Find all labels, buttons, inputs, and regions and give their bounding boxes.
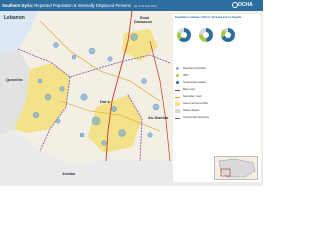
population-bubble [148, 133, 152, 137]
idp-swatch-icon [176, 74, 179, 77]
label-dara: Dar'a [100, 99, 110, 104]
donut-hole [203, 32, 209, 38]
idp-bubble [47, 96, 49, 98]
donut-chart-sweida [221, 28, 235, 42]
map-title [2, 1, 157, 11]
population-bubble [142, 79, 147, 84]
title-bold: Southern Syria: [2, 3, 34, 8]
legend-label: IDPs [183, 74, 189, 77]
title-rest: Reported Population & Internally Displaced Persons [34, 3, 131, 8]
legend-row-secondary-road [175, 94, 259, 101]
golan-swatch-icon [175, 109, 180, 113]
inset-svg [215, 157, 257, 179]
population-bubble [54, 43, 59, 48]
donut-hole [225, 32, 231, 38]
label-jordan: Jordan [62, 171, 76, 176]
legend-label: Main road [183, 88, 195, 91]
population-bubble [153, 104, 159, 110]
idp-bubble [121, 132, 123, 134]
legend-row-boundary [175, 115, 259, 122]
legend-label: Reported population [183, 67, 207, 70]
population-swatch-icon [176, 67, 179, 70]
idp-bubble [95, 120, 98, 123]
population-bubble [56, 119, 60, 123]
population-bubble [60, 87, 65, 92]
legend-label: Governorate capital [183, 81, 206, 84]
inset-syria-outline [219, 159, 255, 177]
legend-label: Governorate boundary [183, 116, 209, 119]
label-rural-damascus-2: Damascus [134, 20, 152, 24]
map-header [0, 0, 263, 11]
population-bubble [81, 94, 87, 100]
population-bubble [111, 106, 116, 111]
legend-label: Golan Heights [183, 109, 200, 112]
conflict-swatch-icon [175, 102, 180, 106]
population-bubble [89, 48, 95, 54]
boundary-swatch-icon [175, 118, 180, 119]
legend-row-main-road [175, 87, 259, 94]
legend-label: Area of armed conflict [183, 102, 209, 105]
population-bubble [38, 79, 42, 83]
map-date: As of 24 Feb 2014 [133, 4, 157, 8]
legend-row-capital [175, 80, 259, 87]
legend-row-golan [175, 108, 259, 115]
legend-row-conflict [175, 101, 259, 108]
main-road-swatch-icon [175, 90, 180, 91]
population-bubble [102, 141, 107, 146]
label-rural-damascus-1: Rural [140, 16, 150, 20]
label-quneitra: Quneitra [6, 77, 23, 82]
population-bubble [72, 55, 76, 59]
legend-rows [175, 66, 259, 122]
legend-label: Secondary road [183, 95, 202, 98]
population-bubble [80, 133, 84, 137]
idp-bubble [133, 36, 136, 39]
population-bubble [33, 112, 39, 118]
legend-row-population [175, 66, 259, 73]
label-lebanon: Lebanon [4, 15, 25, 21]
donut-chart-dara [177, 28, 191, 42]
legend-heading: Population estimate of Dar'a, Quneitra and As-Sweida [175, 16, 242, 19]
legend-row-idps [175, 73, 259, 80]
population-bubble [108, 57, 112, 61]
secondary-road-swatch-icon [175, 97, 180, 98]
label-as-sweida: As-Sweida [148, 115, 169, 120]
ocha-logo-text: OCHA [238, 2, 253, 8]
donut-hole [181, 32, 187, 38]
capital-swatch-icon [176, 81, 179, 84]
donut-chart-quneitra [199, 28, 213, 42]
syria-inset-map [214, 156, 258, 180]
